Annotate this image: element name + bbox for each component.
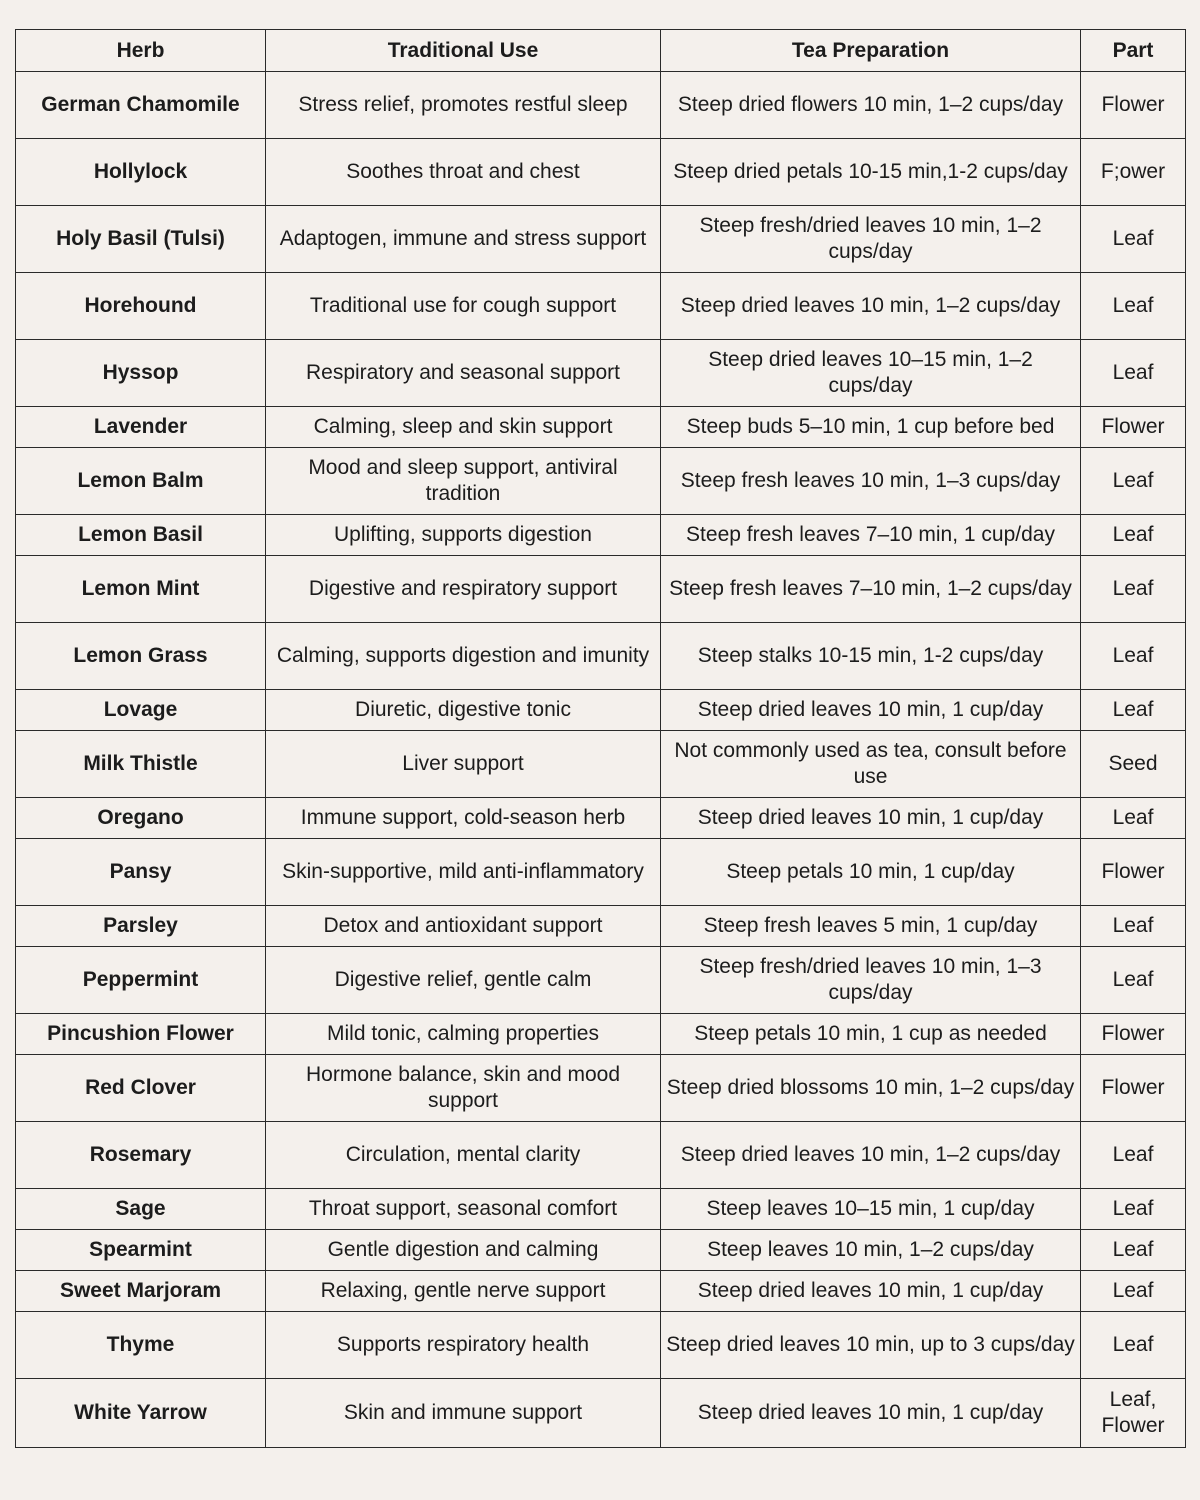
herb-cell: Pincushion Flower <box>16 1014 266 1055</box>
part-cell: Seed <box>1081 731 1186 798</box>
herb-cell: Lemon Basil <box>16 515 266 556</box>
traditional-use-cell: Respiratory and seasonal support <box>266 340 661 407</box>
herb-cell: Lavender <box>16 407 266 448</box>
herb-cell: Spearmint <box>16 1230 266 1271</box>
herb-cell: Hyssop <box>16 340 266 407</box>
part-cell: Flower <box>1081 407 1186 448</box>
table-row <box>16 448 1186 515</box>
herb-cell: Sage <box>16 1189 266 1230</box>
traditional-use-cell: Mild tonic, calming properties <box>266 1014 661 1055</box>
tea-preparation-cell: Steep petals 10 min, 1 cup as needed <box>661 1014 1081 1055</box>
herb-cell: Lemon Mint <box>16 556 266 623</box>
traditional-use-cell: Digestive relief, gentle calm <box>266 947 661 1014</box>
herb-cell: Lemon Balm <box>16 448 266 515</box>
part-cell: Leaf <box>1081 206 1186 273</box>
tea-preparation-cell: Steep dried flowers 10 min, 1–2 cups/day <box>661 72 1081 139</box>
traditional-use-cell: Calming, supports digestion and imunity <box>266 623 661 690</box>
traditional-use-cell: Relaxing, gentle nerve support <box>266 1271 661 1312</box>
traditional-use-cell: Gentle digestion and calming <box>266 1230 661 1271</box>
part-cell: Leaf <box>1081 1122 1186 1189</box>
herb-cell: Sweet Marjoram <box>16 1271 266 1312</box>
herb-cell: Horehound <box>16 273 266 340</box>
traditional-use-cell: Adaptogen, immune and stress support <box>266 206 661 273</box>
part-cell: Leaf <box>1081 515 1186 556</box>
traditional-use-cell: Calming, sleep and skin support <box>266 407 661 448</box>
traditional-use-cell: Hormone balance, skin and mood support <box>266 1055 661 1122</box>
part-cell: Flower <box>1081 72 1186 139</box>
tea-preparation-cell: Steep leaves 10–15 min, 1 cup/day <box>661 1189 1081 1230</box>
part-cell: Leaf <box>1081 556 1186 623</box>
tea-preparation-cell: Steep dried leaves 10 min, up to 3 cups/day <box>661 1312 1081 1379</box>
tea-preparation-cell: Steep fresh/dried leaves 10 min, 1–3 cups/day <box>661 947 1081 1014</box>
traditional-use-cell: Throat support, seasonal comfort <box>266 1189 661 1230</box>
table-row <box>16 1230 1186 1271</box>
table-row <box>16 839 1186 906</box>
traditional-use-cell: Soothes throat and chest <box>266 139 661 206</box>
tea-preparation-cell: Steep leaves 10 min, 1–2 cups/day <box>661 1230 1081 1271</box>
table-row <box>16 690 1186 731</box>
herb-cell: Holy Basil (Tulsi) <box>16 206 266 273</box>
table-row <box>16 1122 1186 1189</box>
part-cell: Leaf <box>1081 1271 1186 1312</box>
table-row <box>16 1055 1186 1122</box>
herb-cell: Lemon Grass <box>16 623 266 690</box>
table-row <box>16 798 1186 839</box>
tea-preparation-cell: Not commonly used as tea, consult before use <box>661 731 1081 798</box>
table-row <box>16 1014 1186 1055</box>
tea-preparation-cell: Steep stalks 10-15 min, 1-2 cups/day <box>661 623 1081 690</box>
tea-preparation-cell: Steep dried leaves 10–15 min, 1–2 cups/day <box>661 340 1081 407</box>
table-body <box>16 72 1186 1448</box>
tea-preparation-cell: Steep dried petals 10-15 min,1-2 cups/day <box>661 139 1081 206</box>
column-header-tea-preparation: Tea Preparation <box>661 30 1081 72</box>
column-header-part: Part <box>1081 30 1186 72</box>
tea-preparation-cell: Steep fresh/dried leaves 10 min, 1–2 cups/day <box>661 206 1081 273</box>
tea-preparation-cell: Steep fresh leaves 10 min, 1–3 cups/day <box>661 448 1081 515</box>
herb-cell: Peppermint <box>16 947 266 1014</box>
part-cell: Leaf <box>1081 448 1186 515</box>
herb-cell: Pansy <box>16 839 266 906</box>
tea-preparation-cell: Steep fresh leaves 7–10 min, 1–2 cups/day <box>661 556 1081 623</box>
herb-cell: Lovage <box>16 690 266 731</box>
tea-preparation-cell: Steep dried blossoms 10 min, 1–2 cups/day <box>661 1055 1081 1122</box>
table-row <box>16 515 1186 556</box>
traditional-use-cell: Digestive and respiratory support <box>266 556 661 623</box>
part-cell: Flower <box>1081 839 1186 906</box>
traditional-use-cell: Circulation, mental clarity <box>266 1122 661 1189</box>
table-row <box>16 947 1186 1014</box>
herb-cell: Parsley <box>16 906 266 947</box>
tea-preparation-cell: Steep dried leaves 10 min, 1 cup/day <box>661 690 1081 731</box>
part-cell: Leaf <box>1081 1312 1186 1379</box>
part-cell: Leaf <box>1081 623 1186 690</box>
traditional-use-cell: Skin and immune support <box>266 1379 661 1448</box>
part-cell: Flower <box>1081 1014 1186 1055</box>
tea-preparation-cell: Steep dried leaves 10 min, 1 cup/day <box>661 1271 1081 1312</box>
traditional-use-cell: Mood and sleep support, antiviral tradition <box>266 448 661 515</box>
traditional-use-cell: Skin-supportive, mild anti-inflammatory <box>266 839 661 906</box>
traditional-use-cell: Diuretic, digestive tonic <box>266 690 661 731</box>
column-header-traditional-use: Traditional Use <box>266 30 661 72</box>
table-row <box>16 906 1186 947</box>
herb-cell: Red Clover <box>16 1055 266 1122</box>
part-cell: Leaf <box>1081 947 1186 1014</box>
part-cell: Leaf <box>1081 273 1186 340</box>
part-cell: Leaf, Flower <box>1081 1379 1186 1448</box>
traditional-use-cell: Liver support <box>266 731 661 798</box>
part-cell: Flower <box>1081 1055 1186 1122</box>
table-row <box>16 556 1186 623</box>
tea-preparation-cell: Steep dried leaves 10 min, 1–2 cups/day <box>661 273 1081 340</box>
table-row <box>16 72 1186 139</box>
part-cell: Leaf <box>1081 906 1186 947</box>
part-cell: Leaf <box>1081 340 1186 407</box>
tea-preparation-cell: Steep petals 10 min, 1 cup/day <box>661 839 1081 906</box>
part-cell: Leaf <box>1081 690 1186 731</box>
herb-cell: Rosemary <box>16 1122 266 1189</box>
traditional-use-cell: Traditional use for cough support <box>266 273 661 340</box>
part-cell: Leaf <box>1081 1230 1186 1271</box>
tea-preparation-cell: Steep fresh leaves 7–10 min, 1 cup/day <box>661 515 1081 556</box>
traditional-use-cell: Stress relief, promotes restful sleep <box>266 72 661 139</box>
part-cell: Leaf <box>1081 798 1186 839</box>
herb-cell: White Yarrow <box>16 1379 266 1448</box>
table-row <box>16 139 1186 206</box>
table-row <box>16 340 1186 407</box>
traditional-use-cell: Detox and antioxidant support <box>266 906 661 947</box>
traditional-use-cell: Supports respiratory health <box>266 1312 661 1379</box>
tea-preparation-cell: Steep dried leaves 10 min, 1–2 cups/day <box>661 1122 1081 1189</box>
column-header-herb: Herb <box>16 30 266 72</box>
tea-preparation-cell: Steep dried leaves 10 min, 1 cup/day <box>661 1379 1081 1448</box>
table-row <box>16 623 1186 690</box>
tea-preparation-cell: Steep dried leaves 10 min, 1 cup/day <box>661 798 1081 839</box>
table-row <box>16 206 1186 273</box>
part-cell: F;ower <box>1081 139 1186 206</box>
herb-cell: German Chamomile <box>16 72 266 139</box>
table-row <box>16 731 1186 798</box>
tea-preparation-cell: Steep buds 5–10 min, 1 cup before bed <box>661 407 1081 448</box>
part-cell: Leaf <box>1081 1189 1186 1230</box>
herb-table <box>15 29 1186 1448</box>
table-row <box>16 1379 1186 1448</box>
table-row <box>16 273 1186 340</box>
table-row <box>16 1271 1186 1312</box>
table-row <box>16 1312 1186 1379</box>
herb-cell: Milk Thistle <box>16 731 266 798</box>
table-row <box>16 407 1186 448</box>
table-row <box>16 1189 1186 1230</box>
herb-cell: Thyme <box>16 1312 266 1379</box>
traditional-use-cell: Uplifting, supports digestion <box>266 515 661 556</box>
table-header-row <box>16 30 1186 72</box>
traditional-use-cell: Immune support, cold-season herb <box>266 798 661 839</box>
herb-cell: Hollylock <box>16 139 266 206</box>
tea-preparation-cell: Steep fresh leaves 5 min, 1 cup/day <box>661 906 1081 947</box>
herb-cell: Oregano <box>16 798 266 839</box>
herb-table-container <box>15 29 1185 1448</box>
